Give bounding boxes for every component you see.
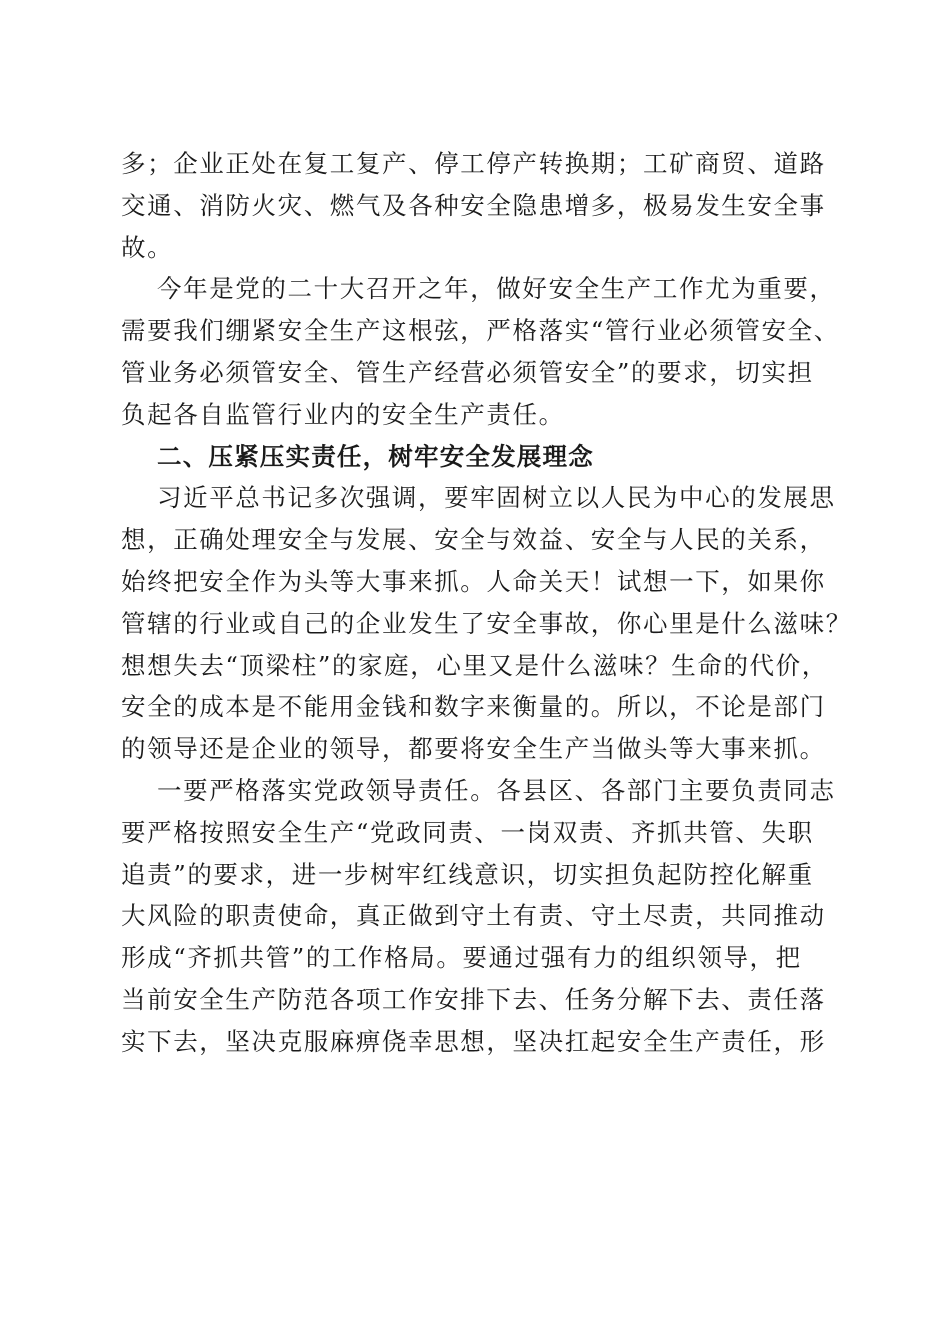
text-line: 交通、消防火灾、燃气及各种安全隐患增多，极易发生安全事	[121, 190, 826, 220]
paragraph-significance	[121, 268, 840, 435]
text-line: 追责”的要求，进一步树牢红线意识，切实担负起防控化解重	[121, 859, 814, 889]
text-line: 今年是党的二十大召开之年，做好安全生产工作尤为重要，	[157, 274, 836, 304]
heading-text: 二、压紧压实责任，树牢安全发展理念	[157, 441, 594, 471]
text-line: 负起各自监管行业内的安全生产责任。	[121, 399, 565, 429]
text-line: 的领导还是企业的领导，都要将安全生产当做头等大事来抓。	[121, 734, 826, 764]
text-line: 多；企业正处在复工复产、停工停产转换期；工矿商贸、道路	[121, 149, 826, 178]
text-line: 管业务必须管安全、管生产经营必须管安全”的要求，切实担	[121, 357, 814, 387]
text-line: 管辖的行业或自己的企业发生了安全事故，你心里是什么滋味？	[121, 608, 852, 638]
text-line: 需要我们绷紧安全生产这根弦，严格落实“管行业必须管安全、	[121, 316, 840, 346]
text-line: 一要严格落实党政领导责任。各县区、各部门主要负责同志	[157, 775, 836, 805]
text-line: 形成“齐抓共管”的工作格局。要通过强有力的组织领导，把	[121, 943, 802, 973]
text-line: 习近平总书记多次强调，要牢固树立以人民为中心的发展思	[157, 483, 836, 513]
text-line: 想，正确处理安全与发展、安全与效益、安全与人民的关系，	[121, 525, 826, 555]
paragraph-continuation	[121, 143, 831, 268]
text-line: 想想失去“顶梁柱”的家庭，心里又是什么滋味？生命的代价，	[121, 650, 828, 680]
text-line: 安全的成本是不能用金钱和数字来衡量的。所以，不论是部门	[121, 692, 826, 722]
text-line: 要严格按照安全生产“党政同责、一岗双责、齐抓共管、失职	[121, 817, 814, 847]
text-line: 实下去，坚决克服麻痹侥幸思想，坚决扛起安全生产责任，形	[121, 1026, 826, 1056]
section-heading	[121, 436, 831, 478]
paragraph-leadership-responsibility	[121, 770, 836, 1063]
text-line: 大风险的职责使命，真正做到守土有责、守土尽责，共同推动	[121, 901, 826, 931]
document-body	[121, 143, 852, 1063]
text-line: 始终把安全作为头等大事来抓。人命关天！试想一下，如果你	[121, 566, 826, 596]
text-line: 故。	[121, 232, 174, 262]
paragraph-xi-emphasis	[121, 477, 852, 770]
text-line: 当前安全生产防范各项工作安排下去、任务分解下去、责任落	[121, 984, 826, 1014]
